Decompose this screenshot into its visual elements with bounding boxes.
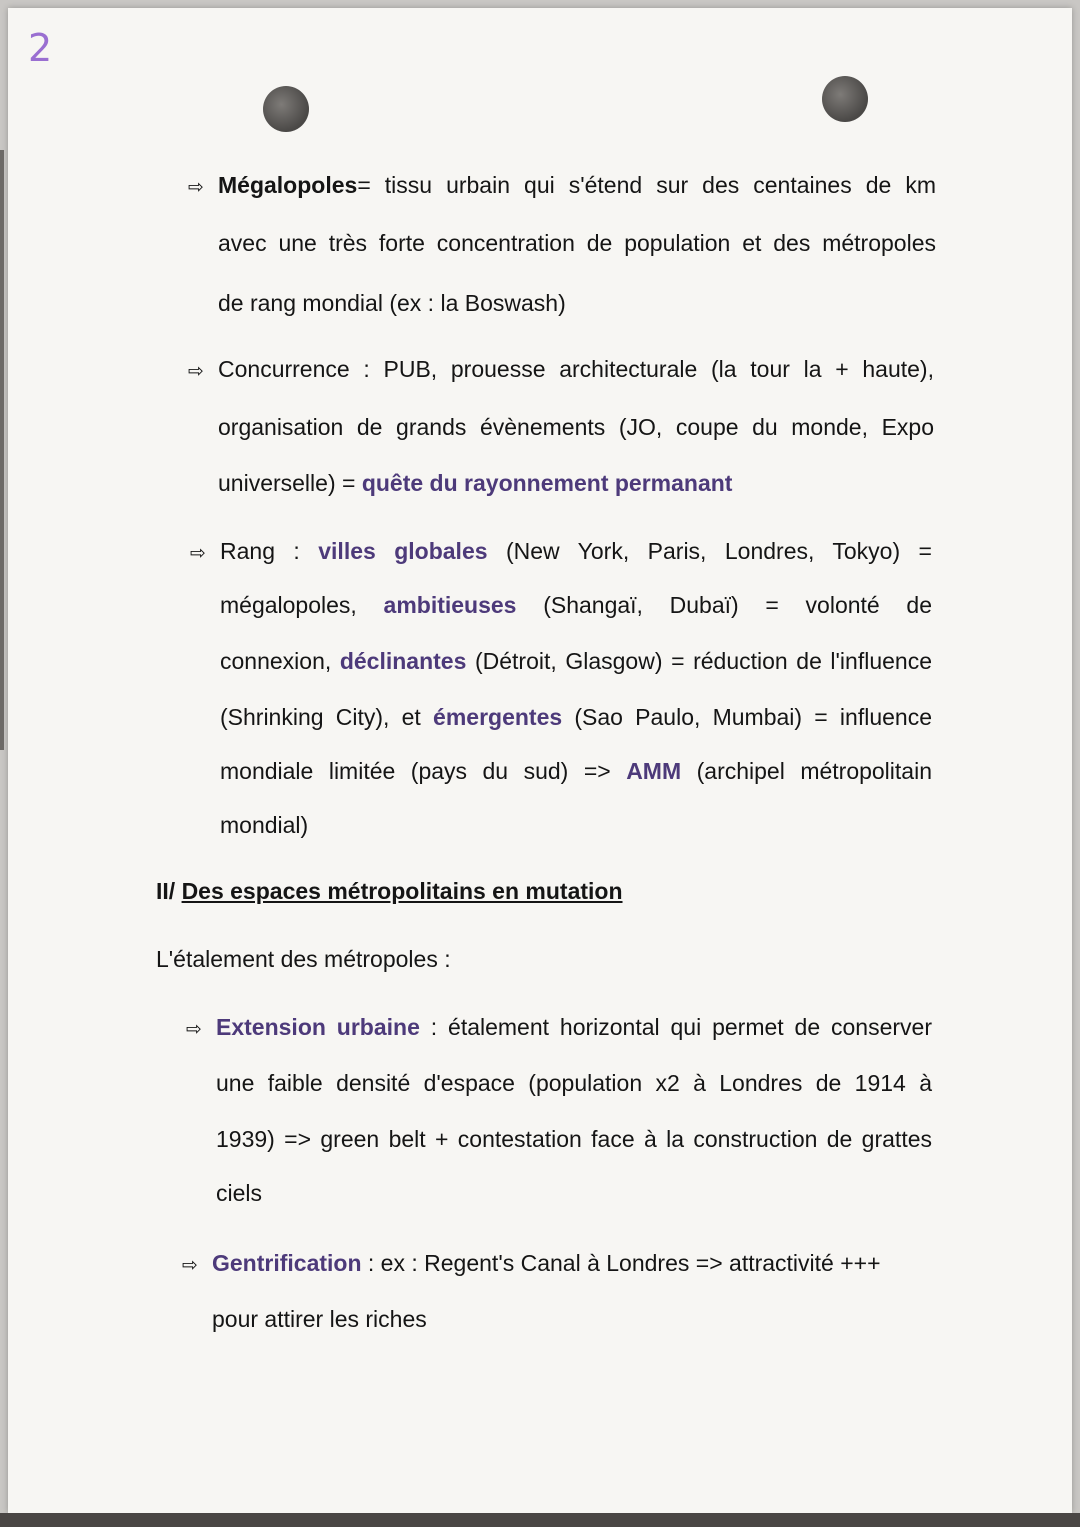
bullet-gentrification-line-2: pour attirer les riches [212,1306,427,1332]
bullet-megalopoles-line-3: de rang mondial (ex : la Boswash) [218,290,566,316]
arrow-icon: ⇨ [182,1254,198,1276]
bullet-rang-line-2: mégalopoles, ambitieuses (Shangaï, Dubaï) = volonté de [220,592,933,618]
bullet-rang-line-6: mondial) [220,812,309,838]
bullet-rang-line-3: connexion, déclinantes (Détroit, Glasgow) = réduction de l'influence [220,648,933,674]
bullet-extension-line-4: ciels [216,1180,263,1206]
section-heading: II/ Des espaces métropolitains en mutation [156,878,623,904]
bullet-concurrence-line-2: organisation de grands évènements (JO, coupe du monde, Expo [218,414,934,440]
bullet-extension-line-1: ⇨ Extension urbaine : étalement horizontal qui permet de conserver [186,1014,933,1040]
arrow-icon: ⇨ [186,1018,202,1040]
arrow-icon: ⇨ [190,542,206,564]
bullet-extension-line-3: 1939) => green belt + contestation face à la construction de grattes [216,1126,932,1152]
bullet-megalopoles-line-1: ⇨ Mégalopoles= tissu urbain qui s'étend sur des centaines de km [188,172,936,198]
bullet-rang-line-5: mondiale limitée (pays du sud) => AMM (archipel métropolitain [220,758,932,784]
bullet-megalopoles-line-2: avec une très forte concentration de population et des métropoles [218,230,936,256]
bullet-gentrification-line-1: ⇨ Gentrification : ex : Regent's Canal à Londres => attractivité +++ [182,1250,881,1276]
bullet-rang-line-4: (Shrinking City), et émergentes (Sao Paulo, Mumbai) = influence [220,704,932,730]
bullet-concurrence-line-3: universelle) = quête du rayonnement permanant [218,470,733,496]
page-edge-shadow [0,150,4,750]
punch-hole-right [822,76,868,122]
bullet-extension-line-2: une faible densité d'espace (population x2 à Londres de 1914 à [216,1070,932,1096]
bullet-rang-line-1: ⇨ Rang : villes globales (New York, Paris, Londres, Tokyo) = [190,538,932,564]
subheading: L'étalement des métropoles : [156,946,451,972]
bullet-concurrence-line-1: ⇨ Concurrence : PUB, prouesse architecturale (la tour la + haute), [188,356,934,382]
page-bottom-edge [0,1513,1080,1527]
arrow-icon: ⇨ [188,176,204,198]
punch-hole-left [263,86,309,132]
arrow-icon: ⇨ [188,360,204,382]
page-number: 2 [28,26,53,70]
